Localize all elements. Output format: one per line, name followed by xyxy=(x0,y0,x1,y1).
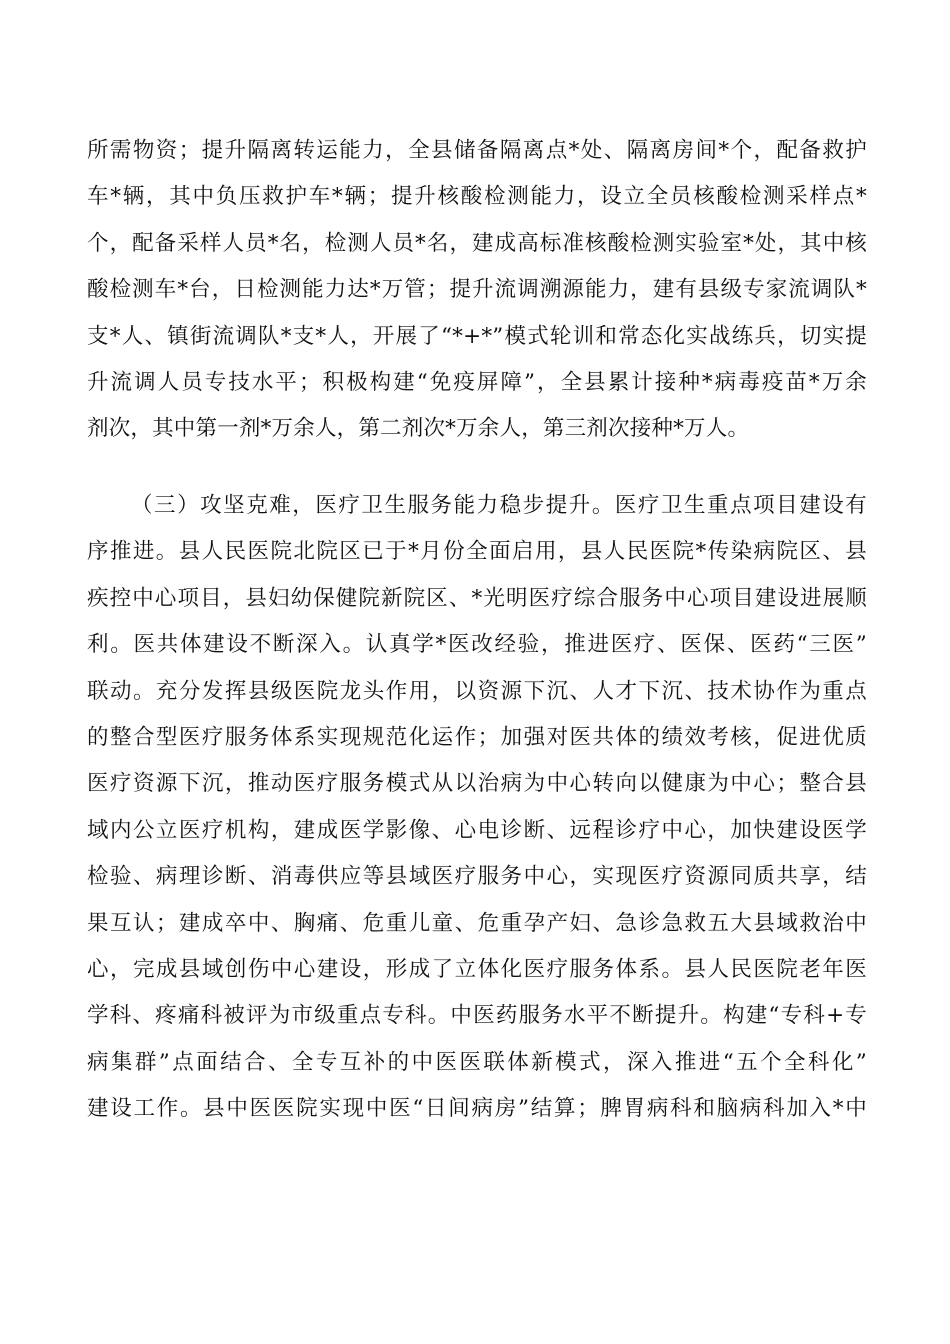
text-line: 医疗资源下沉，推动医疗服务模式从以治病为中心转向以健康为中心；整合县 xyxy=(87,771,867,797)
text-line: 域内公立医疗机构，建成医学影像、心电诊断、远程诊疗中心，加快建设医学 xyxy=(87,817,867,843)
text-line: 支*人、镇街流调队*支*人，开展了“*+*”模式轮训和常态化实战练兵，切实提 xyxy=(87,323,867,349)
text-line: 剂次，其中第一剂*万余人，第二剂次*万余人，第三剂次接种*万人。 xyxy=(87,416,750,442)
text-line: 利。医共体建设不断深入。认真学*医改经验，推进医疗、医保、医药“三医” xyxy=(87,632,867,658)
text-line: 车*辆，其中负压救护车*辆；提升核酸检测能力，设立全员核酸检测采样点* xyxy=(87,184,867,210)
text-line: 个，配备采样人员*名，检测人员*名，建成高标准核酸检测实验室*处，其中核 xyxy=(87,230,867,256)
text-line: 病集群”点面结合、全专互补的中医医联体新模式，深入推进“五个全科化” xyxy=(87,1049,867,1075)
text-line: 升流调人员专技水平；积极构建“免疫屏障”，全县累计接种*病毒疫苗*万余 xyxy=(87,369,867,395)
text-line: 所需物资；提升隔离转运能力，全县储备隔离点*处、隔离房间*个，配备救护 xyxy=(87,138,867,163)
text-line: 检验、病理诊断、消毒供应等县域医疗服务中心，实现医疗资源同质共享，结 xyxy=(87,864,867,890)
text-line: 序推进。县人民医院北院区已于*月份全面启用，县人民医院*传染病院区、县 xyxy=(87,539,867,565)
text-line: 建设工作。县中医医院实现中医“日间病房”结算；脾胃病科和脑病科加入*中 xyxy=(87,1096,867,1122)
text-line: 学科、疼痛科被评为市级重点专科。中医药服务水平不断提升。构建“专科+专 xyxy=(87,1003,867,1029)
section-heading-line: （三）攻坚克难，医疗卫生服务能力稳步提升。医疗卫生重点项目建设有 xyxy=(131,493,867,518)
text-line: 疾控中心项目，县妇幼保健院新院区、*光明医疗综合服务中心项目建设进展顺 xyxy=(87,585,867,611)
text-line: 果互认；建成卒中、胸痛、危重儿童、危重孕产妇、急诊急救五大县域救治中 xyxy=(87,910,867,936)
text-line: 酸检测车*台，日检测能力达*万管；提升流调溯源能力，建有县级专家流调队* xyxy=(87,277,867,303)
paragraph-epidemic-capacity xyxy=(87,128,867,453)
paragraph-medical-service xyxy=(87,483,867,1132)
text-line: 联动。充分发挥县级医院龙头作用，以资源下沉、人才下沉、技术协作为重点 xyxy=(87,678,867,704)
text-line: 心，完成县域创伤中心建设，形成了立体化医疗服务体系。县人民医院老年医 xyxy=(87,956,867,982)
text-line: 的整合型医疗服务体系实现规范化运作；加强对医共体的绩效考核，促进优质 xyxy=(87,724,867,750)
